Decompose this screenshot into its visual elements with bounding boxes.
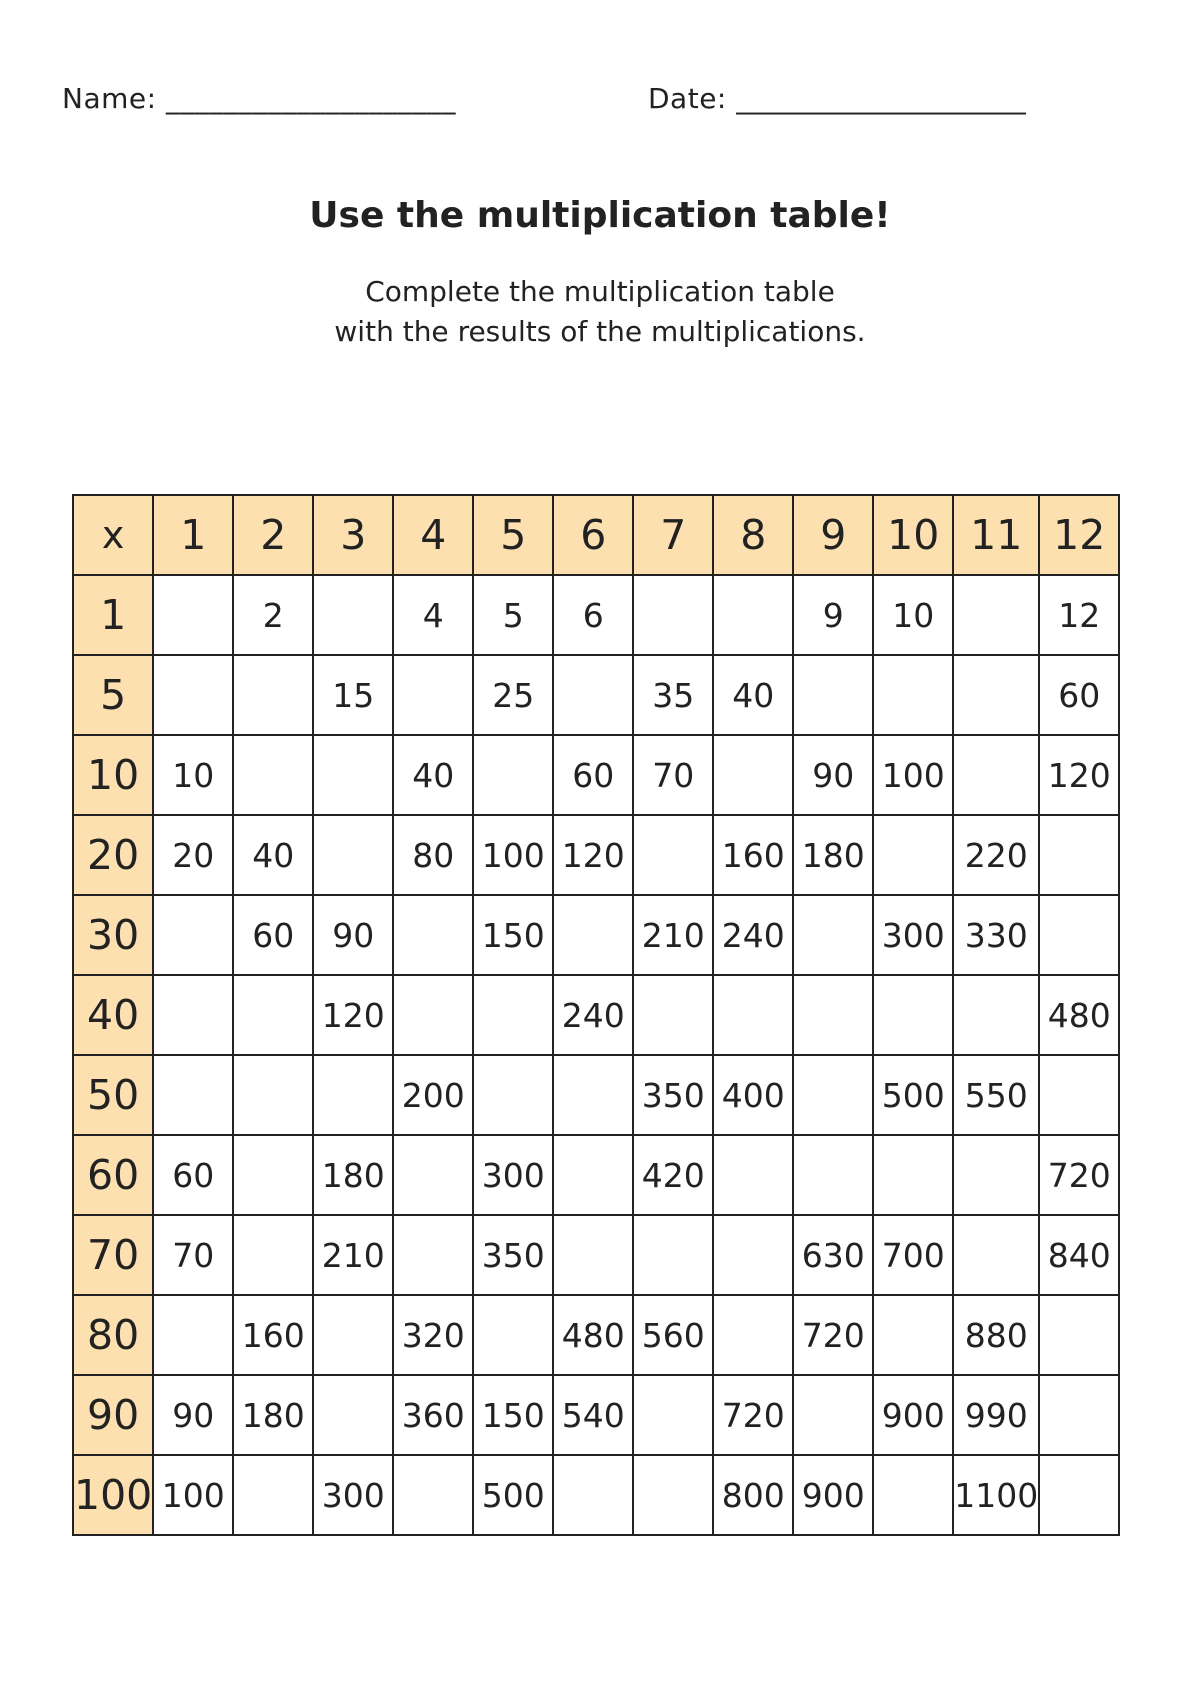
table-cell[interactable]: 10	[873, 575, 953, 655]
table-cell[interactable]	[393, 975, 473, 1055]
row-header-cell: 50	[73, 1055, 153, 1135]
table-cell[interactable]	[633, 1375, 713, 1455]
table-cell[interactable]: 540	[553, 1375, 633, 1455]
table-cell[interactable]: 40	[393, 735, 473, 815]
table-cell[interactable]	[873, 1455, 953, 1535]
table-row	[73, 575, 1119, 655]
table-cell[interactable]: 560	[633, 1295, 713, 1375]
name-field[interactable]: Name: ____________________	[62, 82, 456, 115]
column-header-cell: 8	[713, 495, 793, 575]
table-row	[73, 815, 1119, 895]
table-cell[interactable]: 60	[233, 895, 313, 975]
table-row	[73, 735, 1119, 815]
table-cell[interactable]	[713, 735, 793, 815]
table-cell[interactable]: 800	[713, 1455, 793, 1535]
table-cell[interactable]	[873, 975, 953, 1055]
column-header-cell: 2	[233, 495, 313, 575]
table-cell[interactable]: 420	[633, 1135, 713, 1215]
table-cell[interactable]	[793, 1055, 873, 1135]
table-cell[interactable]: 90	[793, 735, 873, 815]
table-cell[interactable]	[153, 1055, 233, 1135]
column-header-cell: 10	[873, 495, 953, 575]
table-cell[interactable]	[1039, 1375, 1119, 1455]
table-cell[interactable]: 880	[953, 1295, 1039, 1375]
table-cell[interactable]	[233, 655, 313, 735]
table-cell[interactable]: 120	[1039, 735, 1119, 815]
row-header-cell: 20	[73, 815, 153, 895]
table-cell[interactable]	[873, 1135, 953, 1215]
table-cell[interactable]: 330	[953, 895, 1039, 975]
table-cell[interactable]: 180	[233, 1375, 313, 1455]
table-cell[interactable]	[953, 1135, 1039, 1215]
table-cell[interactable]: 840	[1039, 1215, 1119, 1295]
table-cell[interactable]	[393, 1215, 473, 1295]
table-cell[interactable]: 5	[473, 575, 553, 655]
table-cell[interactable]: 150	[473, 1375, 553, 1455]
row-header-cell: 60	[73, 1135, 153, 1215]
column-header-cell: 5	[473, 495, 553, 575]
table-corner-cell: x	[73, 495, 153, 575]
row-header-cell: 5	[73, 655, 153, 735]
table-cell[interactable]: 300	[473, 1135, 553, 1215]
table-cell[interactable]	[793, 975, 873, 1055]
table-cell[interactable]	[473, 1295, 553, 1375]
instructions-line-1: Complete the multiplication table	[365, 275, 835, 308]
table-cell[interactable]	[553, 1215, 633, 1295]
table-row	[73, 975, 1119, 1055]
table-cell[interactable]: 220	[953, 815, 1039, 895]
table-cell[interactable]	[313, 1295, 393, 1375]
row-header-cell: 70	[73, 1215, 153, 1295]
table-cell[interactable]: 10	[153, 735, 233, 815]
table-cell[interactable]	[553, 1055, 633, 1135]
table-header-row	[73, 495, 1119, 575]
column-header-cell: 7	[633, 495, 713, 575]
table-cell[interactable]: 100	[153, 1455, 233, 1535]
table-cell[interactable]	[1039, 815, 1119, 895]
header-fields	[62, 82, 1152, 122]
table-row	[73, 655, 1119, 735]
table-cell[interactable]: 40	[233, 815, 313, 895]
table-cell[interactable]: 320	[393, 1295, 473, 1375]
table-cell[interactable]: 720	[1039, 1135, 1119, 1215]
table-cell[interactable]	[1039, 895, 1119, 975]
table-cell[interactable]: 70	[633, 735, 713, 815]
table-cell[interactable]: 480	[1039, 975, 1119, 1055]
row-header-cell: 90	[73, 1375, 153, 1455]
row-header-cell: 40	[73, 975, 153, 1055]
table-cell[interactable]	[1039, 1455, 1119, 1535]
column-header-cell: 1	[153, 495, 233, 575]
table-cell[interactable]: 500	[473, 1455, 553, 1535]
table-cell[interactable]: 100	[473, 815, 553, 895]
table-cell[interactable]: 360	[393, 1375, 473, 1455]
table-cell[interactable]	[793, 655, 873, 735]
table-cell[interactable]: 210	[313, 1215, 393, 1295]
column-header-cell: 6	[553, 495, 633, 575]
table-cell[interactable]: 300	[313, 1455, 393, 1535]
table-cell[interactable]: 180	[313, 1135, 393, 1215]
table-cell[interactable]	[873, 655, 953, 735]
table-cell[interactable]	[713, 1135, 793, 1215]
table-cell[interactable]	[793, 1135, 873, 1215]
table-cell[interactable]: 300	[873, 895, 953, 975]
table-cell[interactable]	[633, 975, 713, 1055]
table-cell[interactable]	[953, 655, 1039, 735]
table-cell[interactable]: 9	[793, 575, 873, 655]
date-field[interactable]: Date: ____________________	[648, 82, 1027, 115]
table-row	[73, 1135, 1119, 1215]
table-cell[interactable]: 180	[793, 815, 873, 895]
table-cell[interactable]	[553, 1455, 633, 1535]
table-cell[interactable]: 40	[713, 655, 793, 735]
multiplication-table	[72, 494, 1120, 1536]
table-cell[interactable]: 990	[953, 1375, 1039, 1455]
instructions	[0, 272, 1200, 352]
table-row	[73, 1455, 1119, 1535]
table-cell[interactable]	[473, 975, 553, 1055]
table-cell[interactable]	[393, 1135, 473, 1215]
table-cell[interactable]: 6	[553, 575, 633, 655]
table-cell[interactable]: 2	[233, 575, 313, 655]
table-cell[interactable]	[1039, 1055, 1119, 1135]
table-cell[interactable]: 60	[1039, 655, 1119, 735]
table-cell[interactable]	[633, 1455, 713, 1535]
table-cell[interactable]	[713, 575, 793, 655]
table-cell[interactable]	[233, 1455, 313, 1535]
table-cell[interactable]	[153, 1295, 233, 1375]
table-cell[interactable]: 80	[393, 815, 473, 895]
table-cell[interactable]: 150	[473, 895, 553, 975]
table-cell[interactable]: 200	[393, 1055, 473, 1135]
table-cell[interactable]: 70	[153, 1215, 233, 1295]
table-cell[interactable]: 210	[633, 895, 713, 975]
table-cell[interactable]: 900	[793, 1455, 873, 1535]
table-cell[interactable]: 400	[713, 1055, 793, 1135]
table-cell[interactable]	[313, 1375, 393, 1455]
table-cell[interactable]	[153, 975, 233, 1055]
column-header-cell: 3	[313, 495, 393, 575]
table-cell[interactable]	[633, 1215, 713, 1295]
table-cell[interactable]	[393, 895, 473, 975]
table-cell[interactable]: 120	[313, 975, 393, 1055]
column-header-cell: 11	[953, 495, 1039, 575]
table-cell[interactable]	[233, 1135, 313, 1215]
table-cell[interactable]	[153, 655, 233, 735]
table-cell[interactable]	[873, 815, 953, 895]
table-cell[interactable]: 25	[473, 655, 553, 735]
table-cell[interactable]: 90	[313, 895, 393, 975]
table-row	[73, 1215, 1119, 1295]
table-cell[interactable]	[873, 1295, 953, 1375]
table-cell[interactable]	[153, 575, 233, 655]
table-cell[interactable]: 20	[153, 815, 233, 895]
column-header-cell: 4	[393, 495, 473, 575]
table-cell[interactable]	[633, 575, 713, 655]
table-cell[interactable]	[553, 895, 633, 975]
table-cell[interactable]	[233, 1215, 313, 1295]
page-title: Use the multiplication table!	[309, 195, 891, 236]
row-header-cell: 100	[73, 1455, 153, 1535]
table-cell[interactable]	[313, 815, 393, 895]
table-cell[interactable]	[473, 735, 553, 815]
table-cell[interactable]: 12	[1039, 575, 1119, 655]
table-cell[interactable]	[953, 975, 1039, 1055]
table-cell[interactable]: 4	[393, 575, 473, 655]
table-row	[73, 1055, 1119, 1135]
table-cell[interactable]	[233, 1055, 313, 1135]
table-cell[interactable]: 700	[873, 1215, 953, 1295]
table-cell[interactable]	[1039, 1295, 1119, 1375]
table-cell[interactable]: 500	[873, 1055, 953, 1135]
table-cell[interactable]	[393, 655, 473, 735]
table-cell[interactable]	[313, 575, 393, 655]
table-cell[interactable]	[393, 1455, 473, 1535]
table-cell[interactable]: 160	[233, 1295, 313, 1375]
table-cell[interactable]	[713, 975, 793, 1055]
table-row	[73, 1295, 1119, 1375]
table-cell[interactable]	[953, 575, 1039, 655]
table-row	[73, 895, 1119, 975]
table-cell[interactable]	[233, 975, 313, 1055]
instructions-line-2: with the results of the multiplications.	[334, 315, 866, 348]
table-cell[interactable]: 60	[153, 1135, 233, 1215]
table-cell[interactable]: 60	[553, 735, 633, 815]
table-cell[interactable]	[953, 1215, 1039, 1295]
table-cell[interactable]: 120	[553, 815, 633, 895]
table-cell[interactable]	[553, 1135, 633, 1215]
table-cell[interactable]	[233, 735, 313, 815]
table-cell[interactable]: 15	[313, 655, 393, 735]
table-cell[interactable]: 900	[873, 1375, 953, 1455]
table-cell[interactable]	[793, 895, 873, 975]
table-cell[interactable]: 630	[793, 1215, 873, 1295]
table-cell[interactable]: 480	[553, 1295, 633, 1375]
row-header-cell: 80	[73, 1295, 153, 1375]
table-cell[interactable]: 240	[713, 895, 793, 975]
table-cell[interactable]	[313, 735, 393, 815]
table-cell[interactable]	[953, 735, 1039, 815]
table-row	[73, 1375, 1119, 1455]
row-header-cell: 1	[73, 575, 153, 655]
column-header-cell: 9	[793, 495, 873, 575]
table-cell[interactable]: 350	[633, 1055, 713, 1135]
table-cell[interactable]	[793, 1375, 873, 1455]
table-cell[interactable]: 720	[713, 1375, 793, 1455]
table-cell[interactable]: 35	[633, 655, 713, 735]
table-cell[interactable]: 240	[553, 975, 633, 1055]
row-header-cell: 30	[73, 895, 153, 975]
table-cell[interactable]	[473, 1055, 553, 1135]
table-cell[interactable]	[313, 1055, 393, 1135]
table-cell[interactable]: 350	[473, 1215, 553, 1295]
table-cell[interactable]: 1100	[953, 1455, 1039, 1535]
table-cell[interactable]: 720	[793, 1295, 873, 1375]
table-cell[interactable]	[553, 655, 633, 735]
row-header-cell: 10	[73, 735, 153, 815]
table-cell[interactable]	[153, 895, 233, 975]
table-cell[interactable]	[713, 1215, 793, 1295]
table-cell[interactable]: 160	[713, 815, 793, 895]
table-cell[interactable]	[713, 1295, 793, 1375]
table-cell[interactable]: 90	[153, 1375, 233, 1455]
column-header-cell: 12	[1039, 495, 1119, 575]
table-cell[interactable]	[633, 815, 713, 895]
table-cell[interactable]: 100	[873, 735, 953, 815]
table-cell[interactable]: 550	[953, 1055, 1039, 1135]
